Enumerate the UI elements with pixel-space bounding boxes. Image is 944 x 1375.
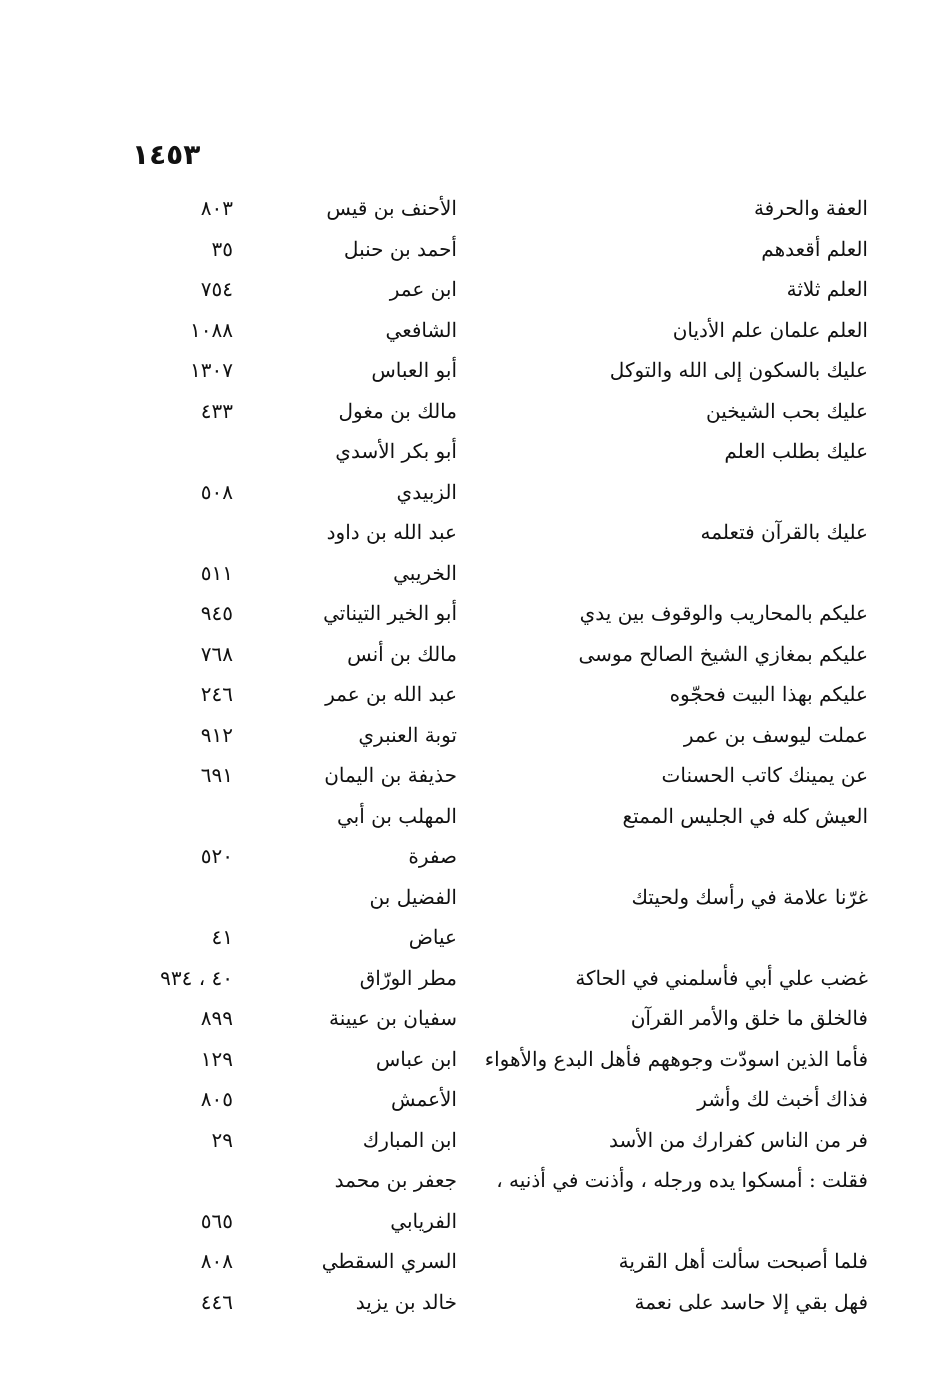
quote-text: عن يمينك كاتب الحسنات	[661, 763, 868, 787]
quote-text: عملت ليوسف بن عمر	[683, 722, 868, 747]
page-reference: ٥١١	[200, 560, 233, 585]
index-row	[0, 917, 944, 958]
quote-text: عليك بالقرآن فتعلمه	[700, 520, 868, 544]
quote-text: فأما الذين اسودّت وجوههم فأهل البدع والأهواء	[484, 1046, 868, 1071]
quote-text: فهل بقي إلا حاسد على نعمة	[634, 1289, 868, 1314]
quote-author: عبد الله بن داود	[326, 520, 457, 544]
page-reference: ٨٠٨	[200, 1249, 233, 1273]
quote-author: خالد بن يزيد	[355, 1289, 457, 1314]
quote-author: المهلب بن أبي	[337, 803, 457, 828]
page-reference: ٨٠٥	[200, 1087, 233, 1111]
quote-author: مالك بن مغول	[338, 398, 457, 423]
index-row	[0, 1241, 944, 1282]
index-row	[0, 836, 944, 877]
quote-author: الفضيل بن	[369, 884, 457, 909]
page-reference: ٦٩١	[200, 763, 233, 787]
quote-text: العفة والحرفة	[753, 196, 868, 220]
quote-author: الزبيدي	[396, 479, 457, 504]
index-row	[0, 1282, 944, 1323]
index-row	[0, 512, 944, 553]
page-reference: ٥٠٨	[200, 479, 233, 504]
quote-text: عليك بطلب العلم	[724, 439, 868, 463]
index-row	[0, 998, 944, 1039]
page-reference: ٥٦٥	[200, 1208, 233, 1233]
index-row	[0, 229, 944, 270]
page-reference: ١٢٩	[200, 1046, 233, 1071]
quote-author: حذيفة بن اليمان	[324, 763, 457, 787]
index-row	[0, 188, 944, 229]
quote-author: أبو بكر الأسدي	[335, 439, 457, 463]
index-row	[0, 755, 944, 796]
quote-text: عليك بالسكون إلى الله والتوكل	[609, 358, 868, 382]
quote-author: صفرة	[408, 844, 457, 868]
index-row	[0, 1079, 944, 1120]
quote-author: الشافعي	[385, 317, 457, 342]
quote-author: أبو الخير التيناتي	[323, 601, 457, 625]
page-reference: ١٠٨٨	[190, 317, 233, 342]
page-reference: ٤٠ ، ٩٣٤	[160, 965, 233, 990]
index-row	[0, 1120, 944, 1161]
page-number: ١٤٥٣	[132, 138, 201, 171]
index-row	[0, 958, 944, 999]
quote-text: غرّنا علامة في رأسك ولحيتك	[631, 884, 868, 909]
index-row	[0, 391, 944, 432]
index-row	[0, 715, 944, 756]
quote-author: الأعمش	[391, 1087, 457, 1111]
page-reference: ٨٩٩	[200, 1006, 233, 1030]
index-table	[0, 188, 944, 1322]
quote-text: فر من الناس كفرارك من الأسد	[608, 1127, 868, 1152]
quote-author: توبة العنبري	[358, 722, 457, 747]
page-reference: ٧٥٤	[200, 277, 233, 301]
quote-author: الخريبي	[393, 560, 457, 585]
quote-author: السري السقطي	[321, 1249, 457, 1273]
quote-text: فلما أصبحت سألت أهل القرية	[618, 1249, 868, 1273]
quote-author: مالك بن أنس	[347, 641, 457, 666]
page-reference: ٢٤٦	[200, 682, 233, 706]
index-row	[0, 593, 944, 634]
page-reference: ٤٣٣	[200, 398, 233, 423]
page-reference: ٩١٢	[200, 722, 233, 747]
index-row	[0, 350, 944, 391]
index-row	[0, 269, 944, 310]
quote-author: جعفر بن محمد	[334, 1168, 457, 1192]
index-row	[0, 310, 944, 351]
index-row	[0, 634, 944, 675]
page-reference: ١٣٠٧	[190, 358, 233, 382]
page-reference: ٢٩	[211, 1127, 233, 1152]
quote-text: العلم أقعدهم	[761, 236, 868, 261]
quote-text: العيش كله في الجليس الممتع	[622, 803, 868, 828]
page-reference: ٨٠٣	[200, 196, 233, 220]
index-row	[0, 431, 944, 472]
quote-author: ابن عمر	[389, 277, 457, 301]
quote-text: غضب علي أبي فأسلمني في الحاكة	[575, 965, 868, 990]
quote-author: أحمد بن حنبل	[343, 236, 457, 261]
quote-author: عبد الله بن عمر	[325, 682, 457, 706]
index-row	[0, 796, 944, 837]
quote-text: العلم ثلاثة	[786, 277, 868, 301]
page-reference: ٧٦٨	[200, 641, 233, 666]
quote-author: مطر الورّاق	[359, 965, 457, 990]
index-row	[0, 553, 944, 594]
page-reference: ٤٤٦	[200, 1289, 233, 1314]
quote-text: فقلت : أمسكوا يده ورجله ، وأذنت في أذنيه ،	[496, 1168, 868, 1192]
index-row	[0, 472, 944, 513]
index-row	[0, 1160, 944, 1201]
page-reference: ٥٢٠	[200, 844, 233, 868]
quote-text: فالخلق ما خلق والأمر القرآن	[630, 1006, 868, 1030]
quote-text: عليك بحب الشيخين	[706, 398, 868, 423]
quote-text: العلم علمان علم الأديان	[672, 317, 868, 342]
quote-author: عياض	[408, 925, 457, 949]
index-row	[0, 1201, 944, 1242]
index-row	[0, 1039, 944, 1080]
quote-text: عليكم بمغازي الشيخ الصالح موسى	[578, 641, 868, 666]
index-row	[0, 674, 944, 715]
quote-author: ابن المبارك	[362, 1127, 457, 1152]
quote-text: فذاك أخبث لك وأشر	[697, 1087, 868, 1111]
quote-author: ابن عباس	[375, 1046, 457, 1071]
quote-author: الفريابي	[390, 1208, 457, 1233]
page-reference: ٤١	[211, 925, 233, 949]
quote-text: عليكم بالمحاريب والوقوف بين يدي	[579, 601, 868, 625]
quote-author: سفيان بن عيينة	[329, 1006, 457, 1030]
page-reference: ٣٥	[211, 236, 233, 261]
quote-author: الأحنف بن قيس	[326, 196, 457, 220]
quote-author: أبو العباس	[371, 358, 457, 382]
page-reference: ٩٤٥	[200, 601, 233, 625]
quote-text: عليكم بهذا البيت فحجّوه	[669, 682, 868, 706]
index-row	[0, 877, 944, 918]
